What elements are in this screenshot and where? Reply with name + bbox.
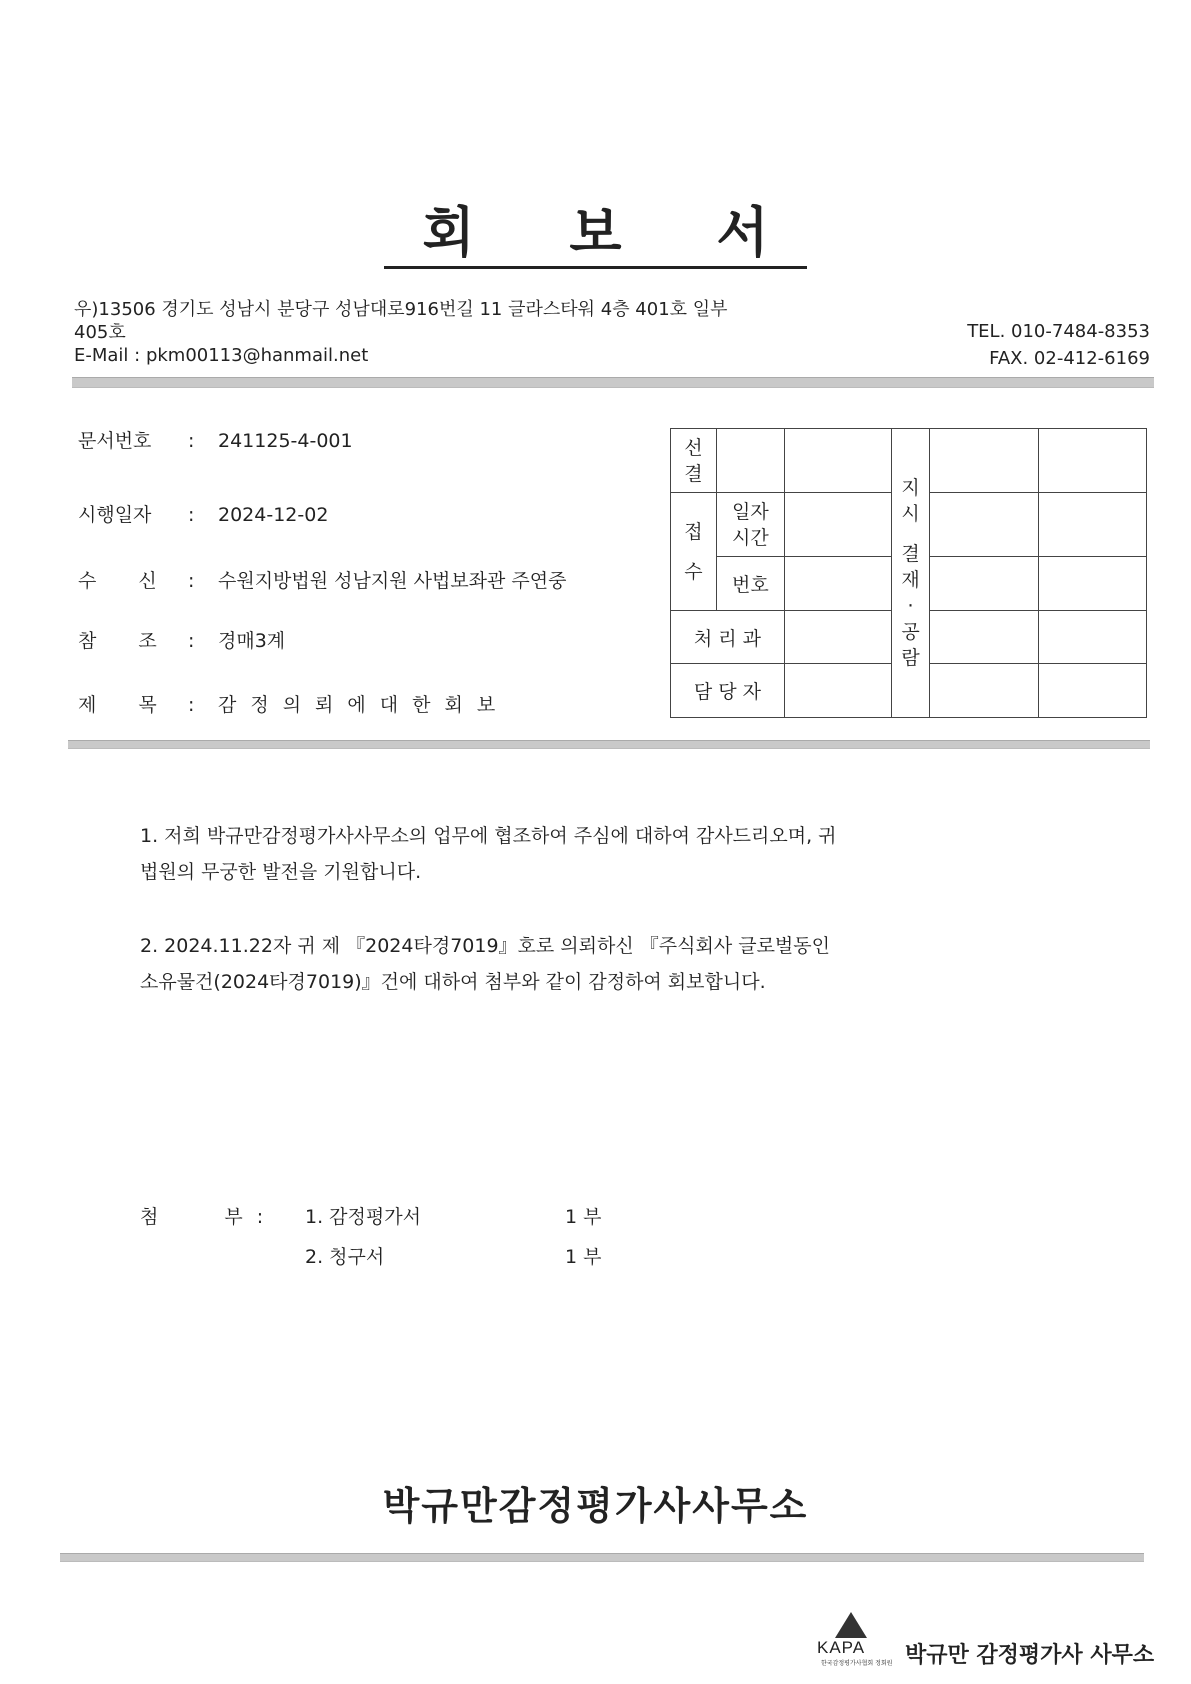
footer-divider [60, 1553, 1144, 1562]
approval-cell [1039, 664, 1147, 718]
approval-ilja-sigan: 일자 시간 [716, 493, 784, 557]
approval-table [670, 428, 1147, 718]
approval-cell [930, 610, 1039, 664]
attachment-item-2: 2. 청구서 [305, 1246, 385, 1268]
approval-jisi-gyeoljae: 지 시 결 재 · 공 람 [891, 429, 930, 718]
attachment-label: 첨 부 : [140, 1206, 264, 1228]
approval-cell [784, 429, 891, 493]
approval-cell [930, 557, 1039, 611]
approval-cell [784, 493, 891, 557]
kapa-logo-text: KAPA [817, 1638, 866, 1657]
body-paragraph-2: 2. 2024.11.22자 귀 제 『2024타경7019』호로 의뢰하신 『주식회사 글로벌동인 소유물건(2024타경7019)』건에 대하여 첨부와 같이 감정하여 회보합니다. [140, 935, 830, 993]
fax: FAX. 02-412-6169 [989, 348, 1150, 369]
footer-office-name: 박규만 감정평가사 사무소 [905, 1643, 1155, 1668]
approval-damdangja: 담 당 자 [671, 664, 785, 718]
address-line-2: 405호 [74, 322, 126, 343]
address-block [74, 298, 904, 367]
document-title: 회 보 서 [0, 190, 1191, 267]
approval-cell [930, 493, 1039, 557]
approval-cell [784, 664, 891, 718]
header-divider [72, 377, 1154, 388]
kapa-logo-subtext: 한국감정평가사협회 정회원 [821, 1660, 893, 1667]
approval-cell [1039, 610, 1147, 664]
attachment-item-1: 1. 감정평가서 [305, 1206, 421, 1228]
approval-cell [716, 429, 784, 493]
email: E-Mail : pkm00113@hanmail.net [74, 345, 369, 366]
approval-cheorigwa: 처 리 과 [671, 610, 785, 664]
body-paragraph-1: 1. 저희 박규만감정평가사사무소의 업무에 협조하여 주심에 대하여 감사드리오며, 귀 법원의 무궁한 발전을 기원합니다. [140, 825, 837, 883]
approval-cell [1039, 557, 1147, 611]
meta-reference: 참 조 : 경매3계 [78, 630, 286, 652]
approval-cell [930, 664, 1039, 718]
tel: TEL. 010-7484-8353 [967, 321, 1150, 342]
approval-sunkyul: 선 결 [671, 429, 717, 493]
approval-cell [1039, 493, 1147, 557]
kapa-triangle-icon [835, 1612, 867, 1638]
meta-subject: 제 목 : 감정의뢰에대한회보 [78, 694, 510, 716]
attachment-qty-2: 1 부 [565, 1246, 602, 1268]
meta-divider [68, 740, 1150, 749]
approval-jeopsu: 접 수 [671, 493, 717, 611]
address-line-1: 우)13506 경기도 성남시 분당구 성남대로916번길 11 글라스타워 4층 401호 일부 [74, 299, 728, 320]
meta-recipient: 수 신 : 수원지방법원 성남지원 사법보좌관 주연중 [78, 570, 567, 592]
kapa-logo [815, 1612, 893, 1672]
attachment-qty-1: 1 부 [565, 1206, 602, 1228]
approval-beonho: 번호 [716, 557, 784, 611]
approval-cell [784, 610, 891, 664]
contact-block [880, 318, 1150, 372]
meta-date: 시행일자 : 2024-12-02 [78, 504, 329, 526]
approval-cell [1039, 429, 1147, 493]
office-name: 박규만감정평가사사무소 [382, 1484, 809, 1528]
approval-cell [930, 429, 1039, 493]
approval-cell [784, 557, 891, 611]
meta-doc-no: 문서번호 : 241125-4-001 [78, 430, 353, 452]
